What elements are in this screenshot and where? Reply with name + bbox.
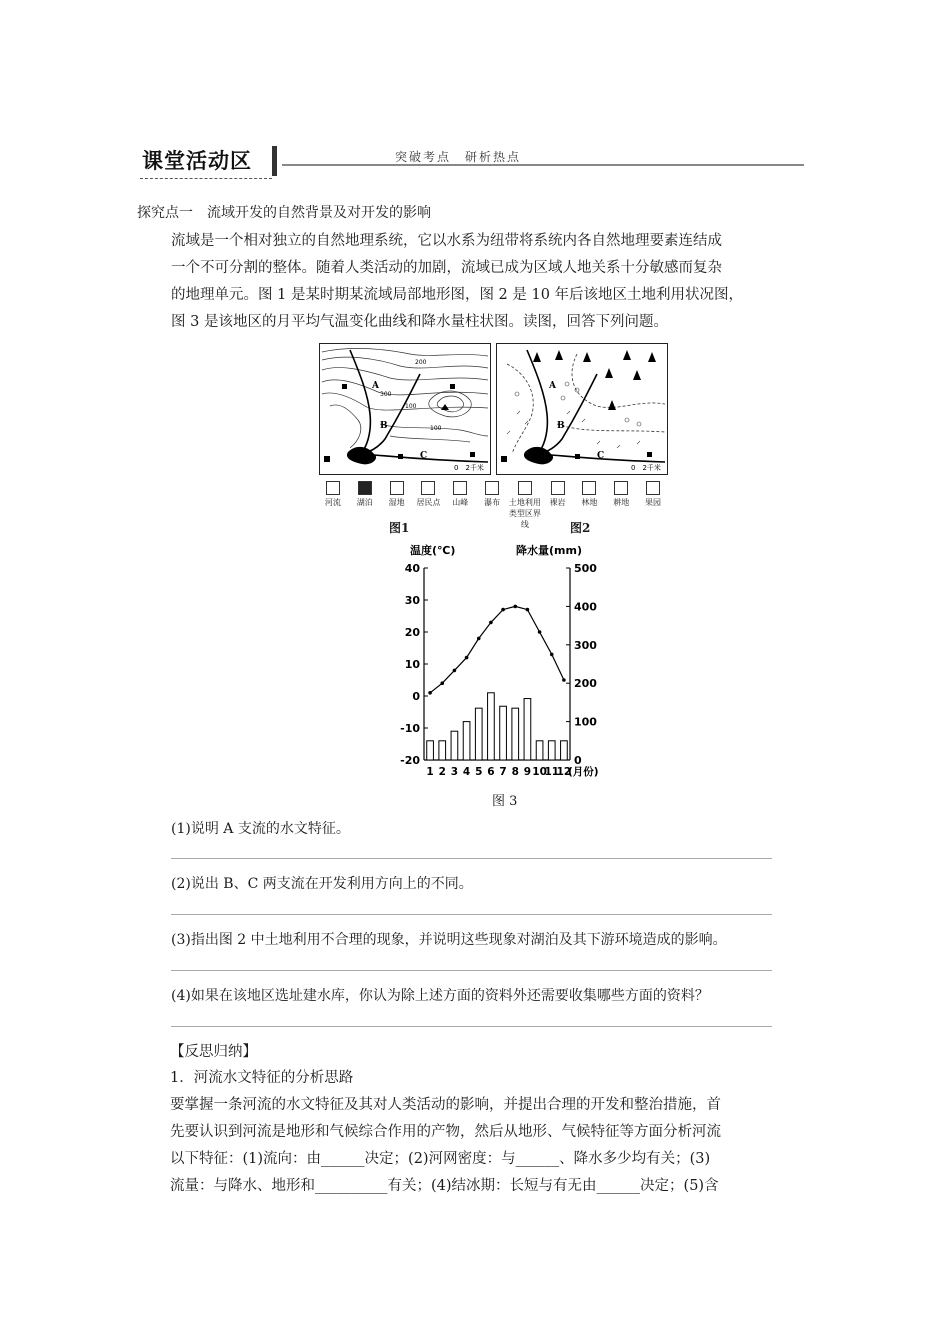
precip-bar: [500, 706, 507, 760]
contour-label: 300: [380, 391, 392, 398]
reflection-line-1: 要掌握一条河流的水文特征及其对人类活动的影响，并提出合理的开发和整治措施，首: [170, 1097, 721, 1113]
temperature-point: [562, 678, 566, 682]
right-tick-label: 200: [574, 677, 597, 691]
month-label: 6: [487, 766, 495, 778]
month-label: 9: [523, 766, 532, 778]
precip-bar: [561, 741, 568, 760]
legend-item-waterfall: 瀑布: [476, 481, 508, 530]
intro-line-4: 图 3 是该地区的月平均气温变化曲线和降水量柱状图。读图，回答下列问题。: [171, 314, 668, 330]
banner-subtitle: 突破考点 研析热点: [395, 150, 522, 164]
answer-line-4[interactable]: [171, 1026, 772, 1027]
banner-underline: [140, 178, 272, 179]
precip-bar: [488, 693, 495, 760]
map-point-a: A: [372, 381, 379, 391]
left-tick-label: 30: [404, 594, 420, 607]
x-axis-label: (月份): [568, 766, 599, 778]
contour-label: 100: [430, 425, 442, 432]
question-4: (4)如果在该地区选址建水库，你认为除上述方面的资料外还需要收集哪些方面的资料？: [171, 988, 709, 1004]
contour-label: 100: [405, 403, 417, 410]
month-label: 12: [556, 766, 572, 778]
land-use-map-drawing: [497, 344, 667, 474]
left-tick-label: -10: [400, 722, 420, 735]
temperature-point: [453, 669, 457, 673]
precip-bar: [512, 708, 519, 760]
month-label: 4: [462, 766, 471, 778]
precip-bar: [475, 708, 482, 760]
right-axis-title: 降水量(mm): [516, 544, 582, 557]
contour-label: 200: [415, 359, 427, 366]
map-point-b: B: [380, 421, 388, 431]
left-tick-label: -20: [400, 754, 420, 767]
map-legend: [317, 481, 669, 530]
legend-item-lake: 湖泊: [349, 481, 381, 530]
legend-item-river: 河流: [317, 481, 349, 530]
left-tick-label: 40: [404, 562, 420, 575]
right-tick-label: 500: [574, 562, 597, 575]
legend-item-boundary: 土地利用类型区界线: [508, 481, 542, 530]
right-tick-label: 0: [574, 754, 582, 767]
answer-line-1[interactable]: [171, 858, 772, 859]
temperature-point: [550, 653, 554, 657]
intro-line-3: 的地理单元。图 1 是某时期某流域局部地形图，图 2 是 10 年后该地区土地利用状况图，: [171, 287, 744, 303]
month-label: 1: [426, 766, 434, 778]
precip-bar: [427, 741, 434, 760]
precip-bar: [463, 722, 470, 760]
topographic-map-drawing: [320, 344, 490, 474]
map-point-c: C: [597, 451, 605, 461]
figure-3-label: 图 3: [492, 794, 518, 809]
map-point-c: C: [420, 451, 428, 461]
answer-line-3[interactable]: [171, 970, 772, 971]
question-2: (2)说出 B、C 两支流在开发利用方向上的不同。: [171, 876, 473, 892]
map-scale: 0 2千米: [631, 464, 661, 472]
month-label: 7: [499, 766, 507, 778]
reflection-line-4: 流量：与降水、地形和__________有关；(4)结冰期：长短与有无由______决定；(5)含: [170, 1178, 719, 1194]
figure-1-map: [319, 343, 491, 475]
reflection-item-title: 1．河流水文特征的分析思路: [170, 1070, 354, 1086]
legend-item-bare-rock: 裸岩: [542, 481, 574, 530]
temperature-point: [526, 608, 530, 612]
left-tick-label: 0: [412, 690, 420, 703]
precip-bar: [536, 741, 543, 760]
banner-divider-bar: [272, 146, 277, 176]
temperature-point: [538, 630, 542, 634]
temperature-point: [477, 637, 481, 641]
chart-plot-area: [400, 562, 598, 778]
reflection-line-3: 以下特征：(1)流向：由______决定；(2)河网密度：与______、降水多少均有关；(3): [170, 1151, 711, 1167]
section-banner-title: 课堂活动区: [142, 149, 252, 173]
legend-item-peak: 山峰: [444, 481, 476, 530]
map-scale: 0 2千米: [454, 464, 484, 472]
month-label: 2: [438, 766, 446, 778]
map-point-a: A: [549, 381, 556, 391]
figure-2-label: 图2: [570, 521, 591, 535]
figure-1-label: 图1: [389, 521, 410, 535]
right-tick-label: 300: [574, 638, 597, 652]
climate-chart: [380, 538, 620, 798]
temperature-point: [501, 608, 505, 612]
map-point-b: B: [557, 421, 565, 431]
legend-item-orchard: 果园: [637, 481, 669, 530]
legend-item-wetland: 湿地: [381, 481, 413, 530]
legend-item-settlement: 居民点: [413, 481, 445, 530]
answer-line-2[interactable]: [171, 914, 772, 915]
right-tick-label: 100: [574, 715, 597, 729]
temperature-line: [430, 606, 564, 692]
question-3: (3)指出图 2 中土地利用不合理的现象，并说明这些现象对湖泊及其下游环境造成的影响。: [171, 932, 727, 948]
figure-2-map: [496, 343, 668, 475]
temperature-point: [440, 681, 444, 685]
temperature-point: [489, 621, 493, 625]
precip-bar: [524, 699, 531, 760]
month-label: 10: [532, 766, 547, 778]
intro-line-1: 流域是一个相对独立的自然地理系统，它以水系为纽带将系统内各自然地理要素连结成: [171, 233, 722, 249]
section-title: 探究点一 流域开发的自然背景及对开发的影响: [137, 205, 431, 221]
reflection-line-2: 先要认识到河流是地形和气候综合作用的产物，然后从地形、气候特征等方面分析河流: [170, 1124, 721, 1140]
banner-rule: [282, 164, 804, 166]
temperature-point: [513, 605, 517, 609]
month-label: 8: [511, 766, 519, 778]
month-label: 11: [544, 766, 560, 778]
left-axis-title: 温度(℃): [410, 544, 456, 557]
intro-line-2: 一个不可分割的整体。随着人类活动的加剧，流域已成为区域人地关系十分敏感而复杂: [171, 260, 722, 276]
question-1: (1)说明 A 支流的水文特征。: [171, 821, 350, 837]
month-label: 3: [450, 766, 459, 778]
temperature-point: [428, 691, 432, 695]
left-tick-label: 10: [404, 658, 420, 671]
right-tick-label: 400: [574, 600, 597, 614]
month-label: 5: [475, 766, 483, 778]
temperature-point: [465, 656, 469, 660]
left-tick-label: 20: [404, 626, 420, 639]
legend-item-farmland: 耕地: [605, 481, 637, 530]
reflection-heading: 【反思归纳】: [170, 1044, 257, 1060]
precip-bar: [548, 741, 555, 760]
precip-bar: [439, 741, 446, 760]
precip-bar: [451, 731, 458, 760]
legend-item-forest: 林地: [573, 481, 605, 530]
